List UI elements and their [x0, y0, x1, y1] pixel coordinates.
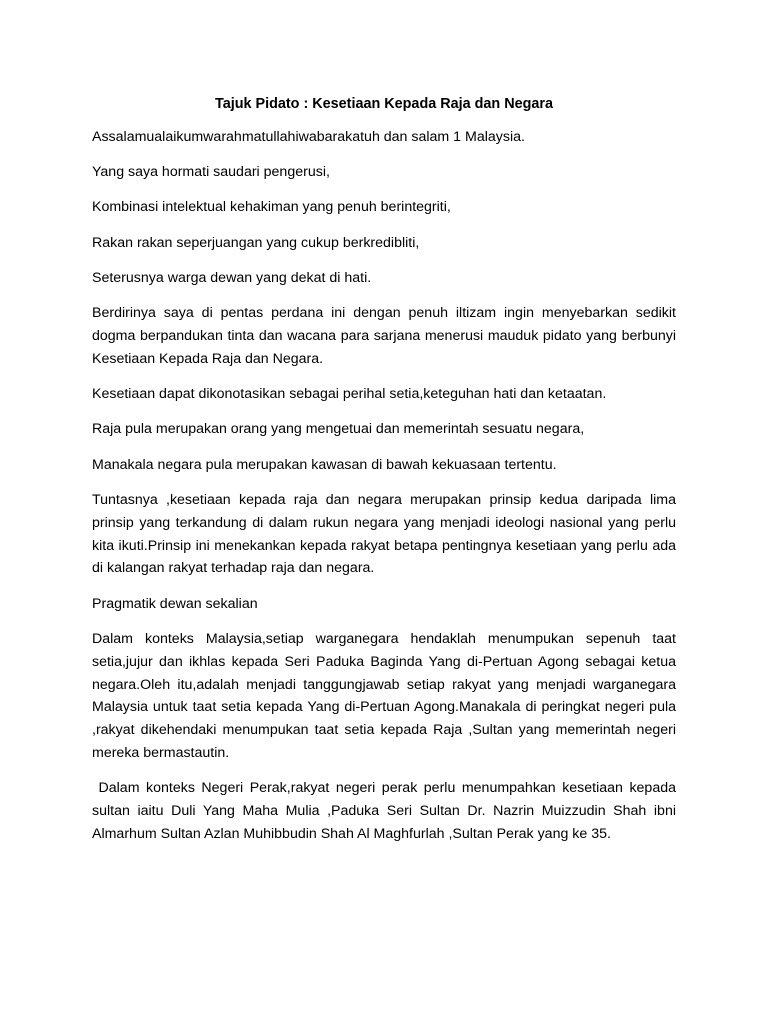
- paragraph-audience: Seterusnya warga dewan yang dekat di hati.: [92, 269, 372, 286]
- paragraph-definition-country: Manakala negara pula merupakan kawasan di bawah kekuasaan tertentu.: [92, 456, 557, 473]
- paragraph-definition-loyalty: Kesetiaan dapat dikonotasikan sebagai perihal setia,keteguhan hati dan ketaatan.: [92, 386, 607, 403]
- paragraph-rukun-negara: Tuntasnya ,kesetiaan kepada raja dan negara merupakan prinsip kedua daripada lima prinsip yang terkandung di dalam rukun negara yang menjadi ideologi nasional yang perlu kita ikuti.Prinsip ini menekankan kepada rakyat betapa pentingnya kesetiaan yang perlu ada di kalangan rakyat terhadap raja dan negara.: [92, 492, 676, 577]
- paragraph-malaysia-context: Dalam konteks Malaysia,setiap warganegara hendaklah menumpukan sepenuh taat setia,jujur dan ikhlas kepada Seri Paduka Baginda Yang di-Pertuan Agong sebagai ketua negara.Oleh itu,adalah menjadi tanggungjawab setiap rakyat yang menjadi warganegara Malaysia untuk taat setia kepada Yang di-Pertuan Agong.Manakala di peringkat negeri pula ,rakyat dikehendaki menumpukan taat setia kepada Raja ,Sultan yang memerintah negeri mereka bermastautin.: [92, 631, 676, 762]
- paragraph-chairperson: Yang saya hormati saudari pengerusi,: [92, 164, 330, 181]
- paragraph-perak-context: Dalam konteks Negeri Perak,rakyat negeri perak perlu menumpahkan kesetiaan kepada sultan iaitu Duli Yang Maha Mulia ,Paduka Seri Sultan Dr. Nazrin Muizzudin Shah ibni Almarhum Sultan Azlan Muhibbudin Shah Al Maghfurlah ,Sultan Perak yang ke 35.: [92, 780, 680, 842]
- paragraph-address-audience: Pragmatik dewan sekalian: [92, 595, 258, 612]
- document-page: [92, 93, 680, 858]
- speech-title: Tajuk Pidato : Kesetiaan Kepada Raja dan Negara: [214, 96, 554, 112]
- paragraph-colleagues: Rakan rakan seperjuangan yang cukup berkredibliti,: [92, 234, 420, 251]
- paragraph-introduction: Berdirinya saya di pentas perdana ini dengan penuh iltizam ingin menyebarkan sedikit dogma berpandukan tinta dan wacana para sarjana menerusi mauduk pidato yang berbunyi Kesetiaan Kepada Raja dan Negara.: [92, 305, 676, 367]
- paragraph-judges: Kombinasi intelektual kehakiman yang penuh berintegriti,: [92, 199, 451, 216]
- paragraph-definition-king: Raja pula merupakan orang yang mengetuai dan memerintah sesuatu negara,: [92, 421, 585, 438]
- paragraph-greeting: Assalamualaikumwarahmatullahiwabarakatuh dan salam 1 Malaysia.: [92, 128, 525, 145]
